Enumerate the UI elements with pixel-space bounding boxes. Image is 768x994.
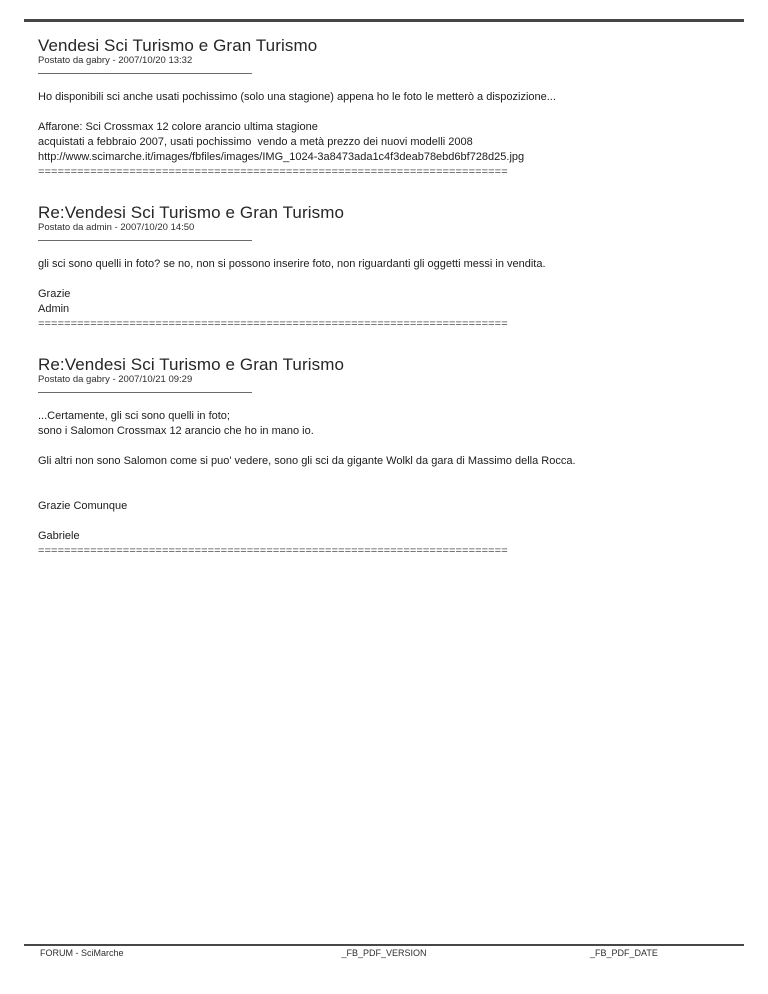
post-title: Vendesi Sci Turismo e Gran Turismo bbox=[38, 36, 318, 55]
body-line: Affarone: Sci Crossmax 12 colore arancio ultima stagione bbox=[38, 121, 318, 133]
post-divider: ======================================================================== bbox=[38, 545, 508, 557]
forum-post bbox=[38, 356, 744, 559]
post-byline: Postato da admin - 2007/10/20 14:50 bbox=[38, 222, 195, 233]
body-line-blank bbox=[38, 272, 744, 287]
footer-pdf-date: _FB_PDF_DATE bbox=[590, 948, 658, 958]
post-title: Re:Vendesi Sci Turismo e Gran Turismo bbox=[38, 203, 345, 222]
page-footer bbox=[0, 944, 768, 958]
footer-pdf-version: _FB_PDF_VERSION bbox=[341, 948, 427, 958]
body-line: gli sci sono quelli in foto? se no, non si possono inserire foto, non riguardanti gli oggetti messi in vendita. bbox=[38, 258, 546, 270]
body-line-blank bbox=[38, 105, 744, 120]
post-byline: Postato da gabry - 2007/10/21 09:29 bbox=[38, 374, 193, 385]
body-line-blank bbox=[38, 514, 744, 529]
body-line: Admin bbox=[38, 303, 70, 315]
forum-post bbox=[38, 37, 744, 180]
body-line: sono i Salomon Crossmax 12 arancio che ho in mano io. bbox=[38, 425, 314, 437]
footer-rule bbox=[24, 944, 744, 946]
image-url-text: http://www.scimarche.it/images/fbfiles/images/IMG_1024-3a8473ada1c4f3deab78ebd6bf728d25.jpg bbox=[38, 151, 525, 163]
footer-forum-name: FORUM - SciMarche bbox=[40, 948, 124, 958]
thread-content bbox=[0, 37, 768, 559]
post-body bbox=[38, 90, 744, 180]
top-rule bbox=[24, 19, 744, 22]
body-line: Grazie bbox=[38, 288, 71, 300]
body-line: acquistati a febbraio 2007, usati pochissimo vendo a metà prezzo dei nuovi modelli 2008 bbox=[38, 136, 473, 148]
footer-row bbox=[24, 948, 744, 958]
post-byline: Postato da gabry - 2007/10/20 13:32 bbox=[38, 55, 193, 66]
body-line: Ho disponibili sci anche usati pochissimo (solo una stagione) appena ho le foto le metterò a dispozizione... bbox=[38, 91, 556, 103]
body-line: Gli altri non sono Salomon come si puo' vedere, sono gli sci da gigante Wolkl da gara di Massimo della Rocca. bbox=[38, 455, 576, 467]
body-line: ...Certamente, gli sci sono quelli in foto; bbox=[38, 410, 230, 422]
post-divider: ======================================================================== bbox=[38, 166, 508, 178]
body-line: Grazie Comunque bbox=[38, 500, 128, 512]
forum-post bbox=[38, 204, 744, 332]
post-divider: ======================================================================== bbox=[38, 318, 508, 330]
byline-underline bbox=[38, 240, 252, 241]
byline-underline bbox=[38, 392, 252, 393]
byline-underline bbox=[38, 73, 252, 74]
post-title: Re:Vendesi Sci Turismo e Gran Turismo bbox=[38, 355, 345, 374]
signature-line: Gabriele bbox=[38, 530, 80, 542]
body-line-blank bbox=[38, 469, 744, 484]
post-body bbox=[38, 257, 744, 332]
body-line-blank bbox=[38, 484, 744, 499]
post-body bbox=[38, 409, 744, 559]
body-line-blank bbox=[38, 439, 744, 454]
